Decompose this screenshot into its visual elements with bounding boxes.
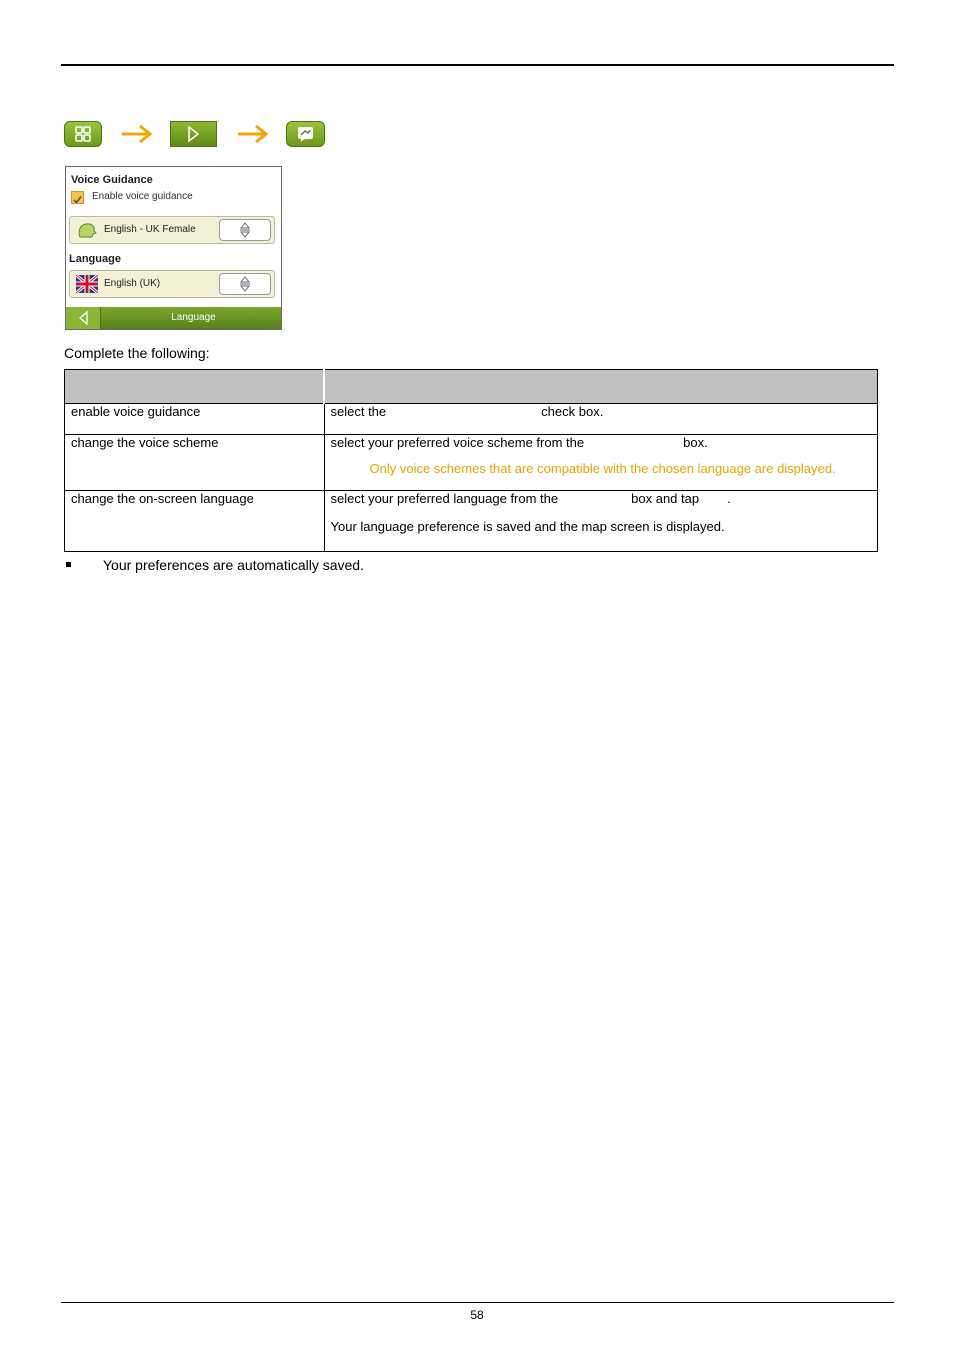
task-cell: change the on-screen language <box>65 491 325 552</box>
back-arrow-icon <box>66 307 100 329</box>
action-text: . <box>727 491 731 506</box>
device-bar-title: Language <box>171 312 216 323</box>
arrow-right-icon <box>120 120 154 148</box>
uk-flag-icon <box>76 275 98 293</box>
action-text: box and tap <box>631 491 700 506</box>
voice-spinner-button <box>219 219 271 241</box>
up-down-icon <box>220 220 270 240</box>
note-text: Only voice schemes that are compatible with the chosen language are displayed. <box>369 461 836 476</box>
result-text: Your language preference is saved and the map screen is displayed. <box>330 519 725 534</box>
table-row <box>65 435 878 491</box>
voice-guidance-title: Voice Guidance <box>71 174 153 186</box>
instructions-table <box>64 369 878 552</box>
table-header-cell <box>324 370 878 404</box>
table-header-row <box>65 370 878 404</box>
next-page-icon <box>170 121 217 147</box>
action-cell <box>324 491 878 552</box>
action-text: box. <box>683 435 708 450</box>
table-header-cell <box>65 370 325 404</box>
language-selector <box>69 270 275 298</box>
language-settings-icon <box>286 121 325 147</box>
table-row <box>65 491 878 552</box>
device-language-screen <box>65 166 282 330</box>
device-bottom-bar <box>66 307 281 329</box>
speaking-head-icon <box>76 221 98 239</box>
language-value: English (UK) <box>104 278 161 289</box>
up-down-icon <box>220 274 270 294</box>
action-text: select the <box>330 404 387 419</box>
language-spinner-button <box>219 273 271 295</box>
action-text: check box. <box>541 404 604 419</box>
language-title: Language <box>69 253 121 265</box>
action-cell <box>324 435 878 491</box>
action-text: select your preferred voice scheme from the <box>330 435 585 450</box>
intro-text: Complete the following: <box>64 345 210 361</box>
enable-voice-label: Enable voice guidance <box>92 191 193 202</box>
page-number: 58 <box>470 1308 484 1322</box>
arrow-right-icon <box>236 120 270 148</box>
table-row <box>65 404 878 435</box>
header-rule <box>61 64 894 66</box>
bullet-item <box>66 557 364 573</box>
back-button <box>66 307 101 329</box>
bullet-text: Your preferences are automatically saved. <box>103 557 364 573</box>
voice-scheme-selector <box>69 216 275 244</box>
bullet-marker <box>66 562 71 567</box>
task-cell: enable voice guidance <box>65 404 325 435</box>
action-cell <box>324 404 878 435</box>
footer-rule <box>61 1302 894 1303</box>
main-menu-icon <box>64 121 102 147</box>
check-icon <box>72 194 83 205</box>
enable-voice-checkbox <box>71 191 84 204</box>
voice-scheme-value: English - UK Female <box>104 224 196 235</box>
action-text: select your preferred language from the <box>330 491 559 506</box>
task-cell: change the voice scheme <box>65 435 325 491</box>
